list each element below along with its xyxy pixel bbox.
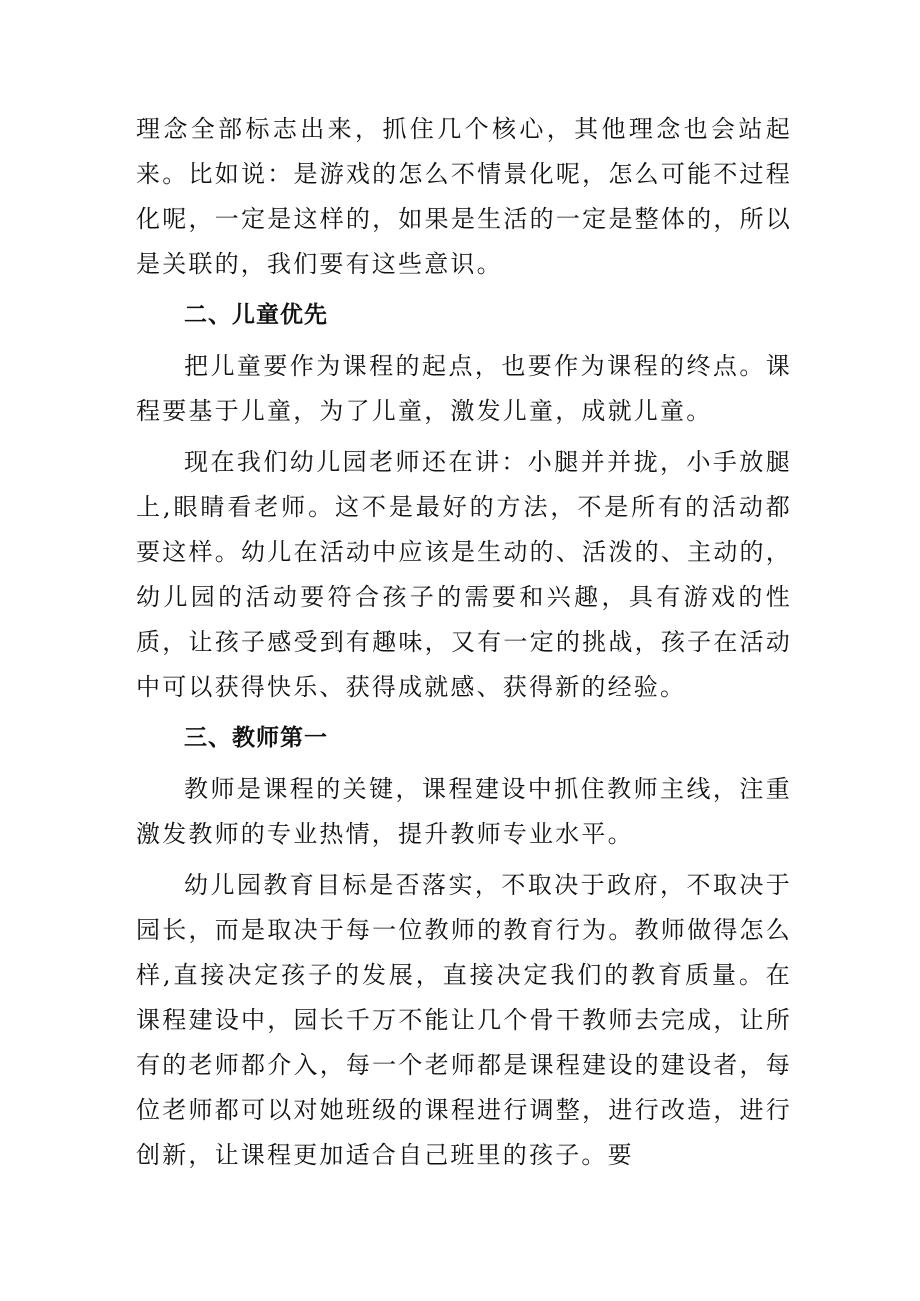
paragraph: 把儿童要作为课程的起点，也要作为课程的终点。课程要基于儿童，为了儿童，激发儿童，成就儿童。 [136,352,792,425]
section-heading: 三、教师第一 [184,725,328,751]
section-heading: 二、儿童优先 [184,302,328,328]
paragraph: 现在我们幼儿园老师还在讲：小腿并并拢，小手放腿上,眼睛看老师。这不是最好的方法，不是所有的活动都要这样。幼儿在活动中应该是生动的、活泼的、主动的，幼儿园的活动要符合孩子的需要和兴趣，具有游戏的性质，让孩子感受到有趣味，又有一定的挑战，孩子在活动中可以获得快乐、获得成就感、获得新的经验。 [136,448,792,701]
paragraph: 理念全部标志出来，抓住几个核心，其他理念也会站起来。比如说：是游戏的怎么不情景化呢，怎么可能不过程化呢，一定是这样的，如果是生活的一定是整体的，所以是关联的，我们要有这些意识。 [136,115,792,278]
paragraph: 幼儿园教育目标是否落实，不取决于政府，不取决于园长，而是取决于每一位教师的教育行为。教师做得怎么样,直接决定孩子的发展，直接决定我们的教育质量。在课程建设中，园长千万不能让几个骨干教师去完成，让所有的老师都介入，每一个老师都是课程建设的建设者，每位老师都可以对她班级的课程进行调整，进行改造，进行创新，让课程更加适合自己班里的孩子。要 [136,871,792,1169]
document-page [136,107,792,1178]
paragraph: 教师是课程的关键，课程建设中抓住教师主线，注重激发教师的专业热情，提升教师专业水平。 [136,775,792,848]
